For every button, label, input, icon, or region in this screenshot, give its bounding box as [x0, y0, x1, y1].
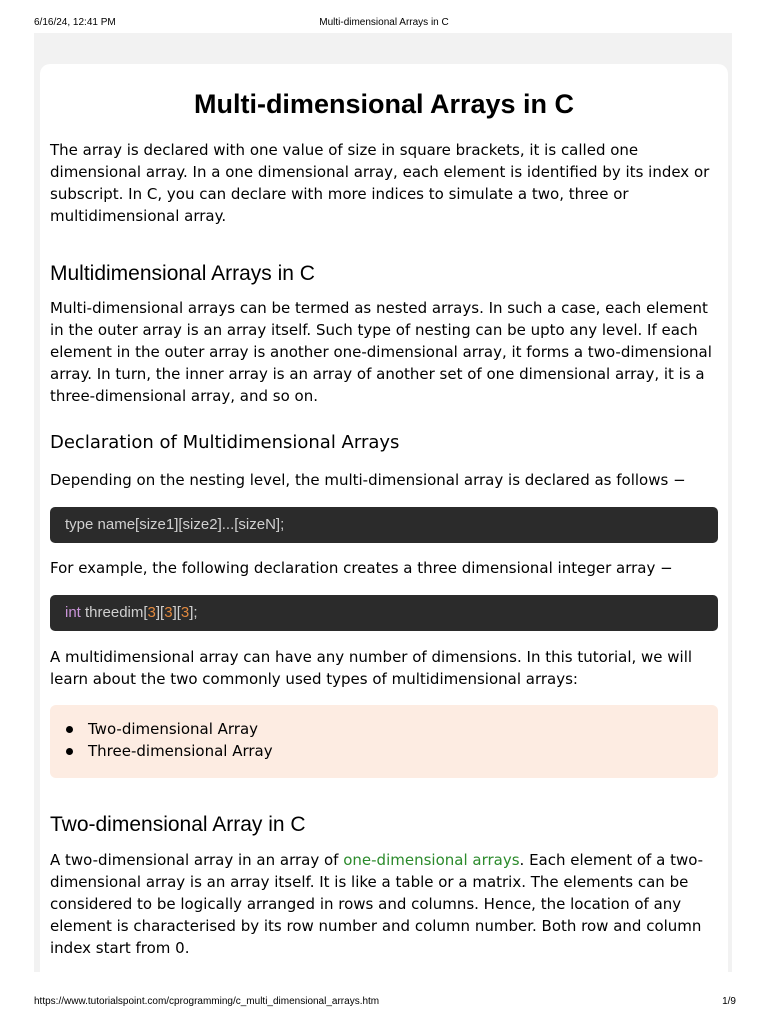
print-header	[0, 0, 768, 33]
page-title: Multi-dimensional Arrays in C	[193, 89, 575, 119]
intro-paragraph: The array is declared with one value of size in square brackets, it is called one dimensional array. In a one dimensional array, each element is identified by its index or subscript. In C, you can declare with more indices to simulate a two, three or multidimensional array.	[50, 141, 710, 225]
article-card	[40, 64, 728, 972]
code-number: 3	[164, 604, 173, 621]
dimensions-paragraph: A multidimensional array can have any number of dimensions. In this tutorial, we will learn about the two commonly used types of multidimensional arrays:	[50, 648, 693, 688]
paragraph-text: . Each element of a two-dimensional array is an array itself. It is like a table or a matrix. The elements can be considered to be logically arranged in rows and columns. Hence, the location of any element is characterised by its row number and column number. Both row and column index start from 0.	[50, 851, 704, 957]
example-paragraph: For example, the following declaration creates a three dimensional integer array −	[50, 559, 673, 577]
code-bracket: ][	[172, 604, 181, 621]
code-bracket: ][	[155, 604, 165, 621]
print-date: 6/16/24, 12:41 PM	[34, 17, 116, 28]
one-dimensional-arrays-link[interactable]: one-dimensional arrays	[343, 851, 520, 869]
code-bracket: ];	[189, 604, 198, 621]
page-number: 1/9	[722, 996, 736, 1007]
paragraph-text: A two-dimensional array in an array of	[50, 851, 344, 869]
syntax-code-block[interactable]: type name[size1][size2]...[sizeN];	[50, 507, 718, 543]
code-number: 3	[180, 604, 190, 621]
multidimensional-paragraph: Multi-dimensional arrays can be termed as nested arrays. In such a case, each element in the outer array is an array itself. Such type of nesting can be upto any level. If each element in the outer array is another one-dimensional array, it forms a two-dimensional array. In turn, the inner array is an array of another set of one dimensional array, it is a three-dimensional array, and so on.	[50, 299, 712, 405]
declaration-paragraph: Depending on the nesting level, the multi-dimensional array is declared as follows −	[50, 471, 686, 489]
code-identifier: threedim[	[80, 604, 148, 621]
list-item: Two-dimensional Array	[64, 718, 718, 740]
section-heading-two-dimensional: Two-dimensional Array in C	[50, 813, 306, 836]
example-code-block[interactable]	[50, 595, 718, 631]
section-heading-multidimensional: Multidimensional Arrays in C	[50, 262, 315, 285]
print-footer	[0, 992, 768, 1024]
declaration-heading: Declaration of Multidimensional Arrays	[50, 432, 400, 453]
print-url: https://www.tutorialspoint.com/cprogramming/c_multi_dimensional_arrays.htm	[34, 996, 380, 1007]
list-item: Three-dimensional Array	[64, 740, 718, 762]
array-types-list	[50, 705, 718, 778]
print-title: Multi-dimensional Arrays in C	[319, 17, 449, 28]
two-dimensional-paragraph	[50, 849, 718, 959]
code-number: 3	[147, 604, 156, 621]
code-keyword: int	[65, 604, 81, 621]
